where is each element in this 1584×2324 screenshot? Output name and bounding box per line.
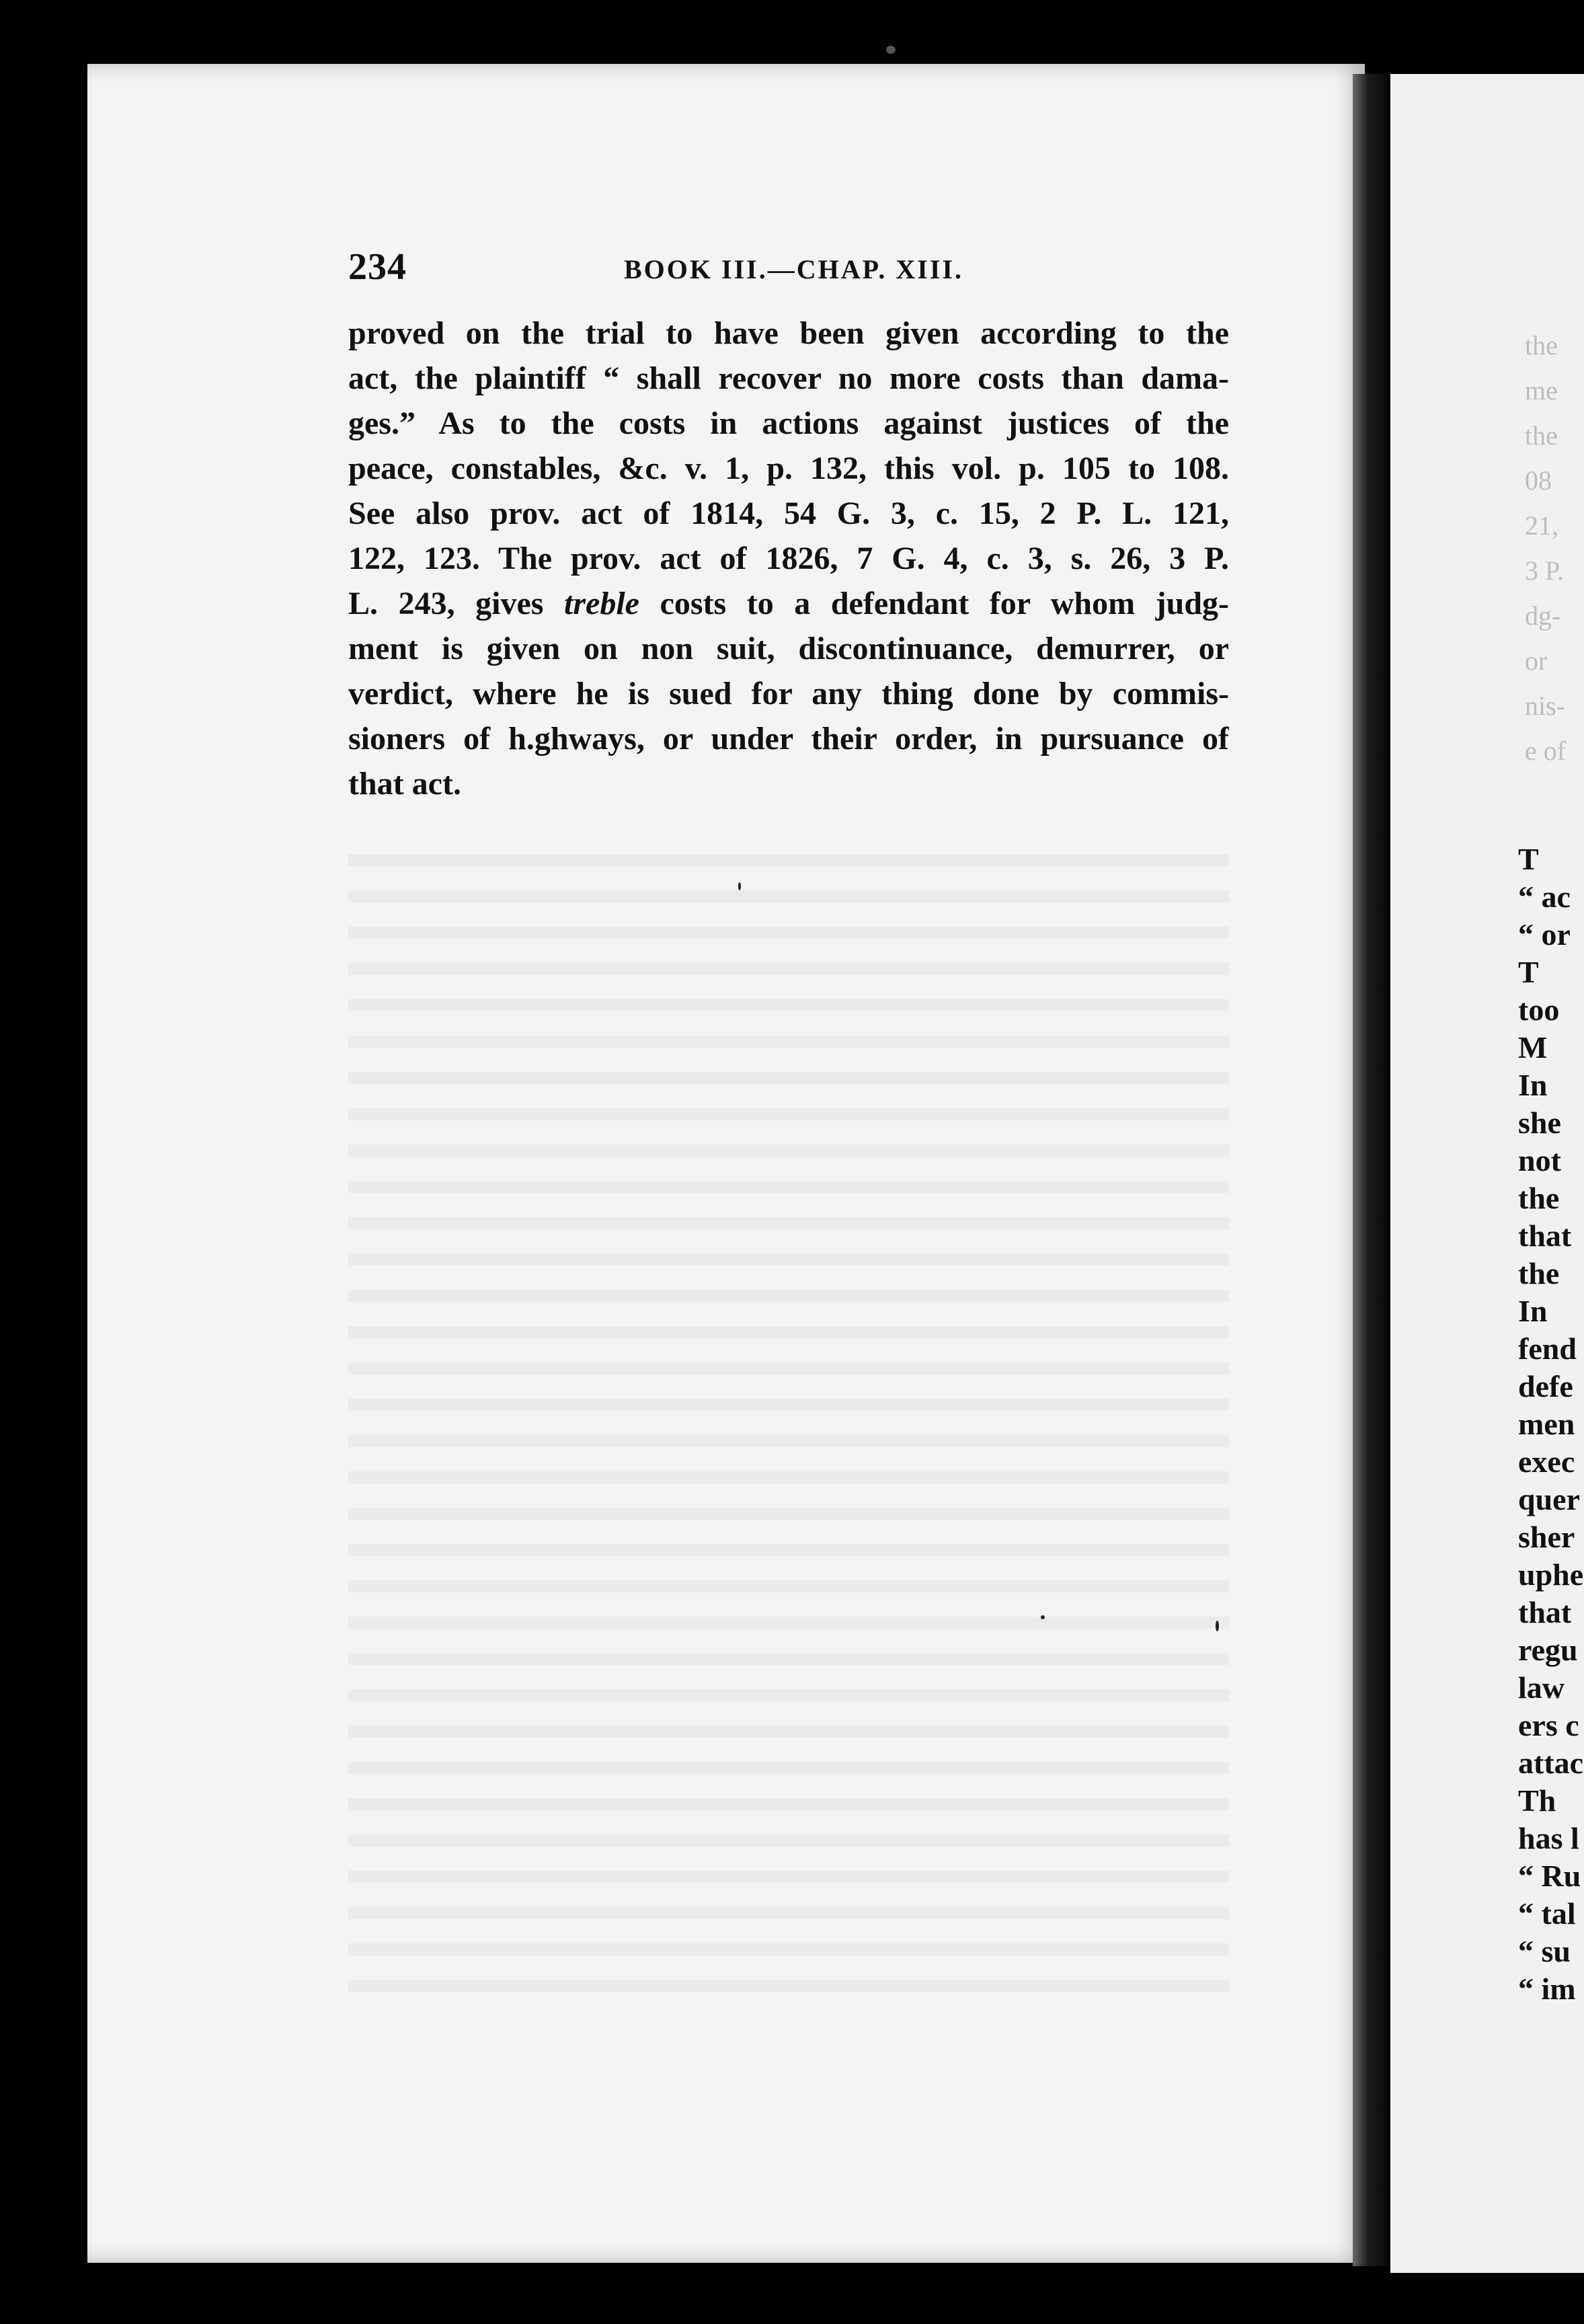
fragment: she — [1518, 1106, 1561, 1140]
fragment: that — [1518, 1218, 1572, 1253]
fragment: In — [1518, 1294, 1548, 1328]
text-line — [348, 581, 1229, 626]
fragment: quer — [1518, 1482, 1580, 1516]
fragment: uphe — [1518, 1557, 1584, 1592]
fragment: defe — [1518, 1369, 1573, 1403]
fragment: Th — [1518, 1783, 1556, 1818]
fragment: “ or — [1518, 917, 1571, 952]
fragment: has l — [1518, 1821, 1579, 1855]
text-line: peace, constables, &c. v. 1, p. 132, this vol. p. 105 to 108. — [348, 451, 1229, 486]
scan-speck — [1041, 1615, 1045, 1619]
text-line: See also prov. act of 1814, 54 G. 3, c. 15, 2 P. L. 121, — [348, 496, 1229, 531]
fragment: “ Ru — [1518, 1859, 1581, 1893]
faint-fragment: me — [1525, 375, 1558, 405]
running-head: BOOK III.—CHAP. XIII. — [624, 254, 963, 284]
text-line: proved on the trial to have been given according to the — [348, 315, 1229, 351]
body-text — [348, 311, 1229, 806]
fragment: too — [1518, 993, 1560, 1027]
text-segment: costs to a defendant for whom judg- — [639, 586, 1229, 621]
book-gutter — [1353, 74, 1388, 2266]
page-number: 234 — [348, 246, 407, 288]
faint-fragment: 3 P. — [1525, 555, 1564, 586]
text-line: ment is given on non suit, discontinuance, demurrer, or — [348, 631, 1229, 666]
scan-speck — [1216, 1621, 1219, 1631]
fragment: regu — [1518, 1633, 1578, 1667]
fragment: In — [1518, 1068, 1548, 1102]
fragment: that — [1518, 1595, 1572, 1629]
italic-word: treble — [564, 586, 639, 621]
text-line: ges.” As to the costs in actions against justices of the — [348, 405, 1229, 441]
text-line: sioners of h.ghways, or under their order, in pursuance of — [348, 721, 1229, 757]
fragment: “ su — [1518, 1934, 1571, 1968]
fragment: attac — [1518, 1746, 1584, 1780]
page-header — [348, 245, 1229, 293]
fragment: T — [1518, 842, 1539, 876]
fragment: men — [1518, 1407, 1575, 1441]
right-page-text — [1518, 841, 1583, 2008]
text-line: 122, 123. The prov. act of 1826, 7 G. 4, c. 3, s. 26, 3 P. — [348, 541, 1229, 576]
text-line: that act. — [348, 766, 461, 802]
faint-fragment: 08 — [1525, 465, 1552, 496]
fragment: the — [1518, 1256, 1560, 1290]
fragment: T — [1518, 955, 1539, 989]
faint-fragment: dg- — [1525, 601, 1561, 631]
fragment: fend — [1518, 1331, 1577, 1366]
fragment: law — [1518, 1670, 1565, 1705]
fragment: ers c — [1518, 1708, 1579, 1742]
text-line: verdict, where he is sued for any thing done by commis- — [348, 676, 1229, 711]
text-segment: L. 243, gives — [348, 586, 565, 621]
scan-speck — [738, 882, 741, 890]
fragment: M — [1518, 1030, 1548, 1064]
fragment: not — [1518, 1143, 1561, 1177]
fragment: sher — [1518, 1520, 1575, 1554]
fragment: “ tal — [1518, 1896, 1576, 1931]
right-page-faint-text — [1525, 323, 1566, 773]
faint-fragment: the — [1525, 330, 1558, 360]
bleed-through-area — [348, 834, 1229, 2004]
faint-fragment: 21, — [1525, 510, 1558, 541]
scan-speck — [886, 46, 896, 54]
fragment: exec — [1518, 1444, 1575, 1479]
text-line: act, the plaintiff “ shall recover no more costs than dama- — [348, 360, 1229, 396]
faint-fragment: or — [1525, 646, 1548, 676]
faint-fragment: e of — [1525, 736, 1567, 766]
fragment: the — [1518, 1181, 1560, 1215]
fragment: “ ac — [1518, 880, 1571, 914]
faint-fragment: nis- — [1525, 691, 1565, 721]
faint-fragment: the — [1525, 420, 1558, 451]
fragment: “ im — [1518, 1972, 1576, 2006]
